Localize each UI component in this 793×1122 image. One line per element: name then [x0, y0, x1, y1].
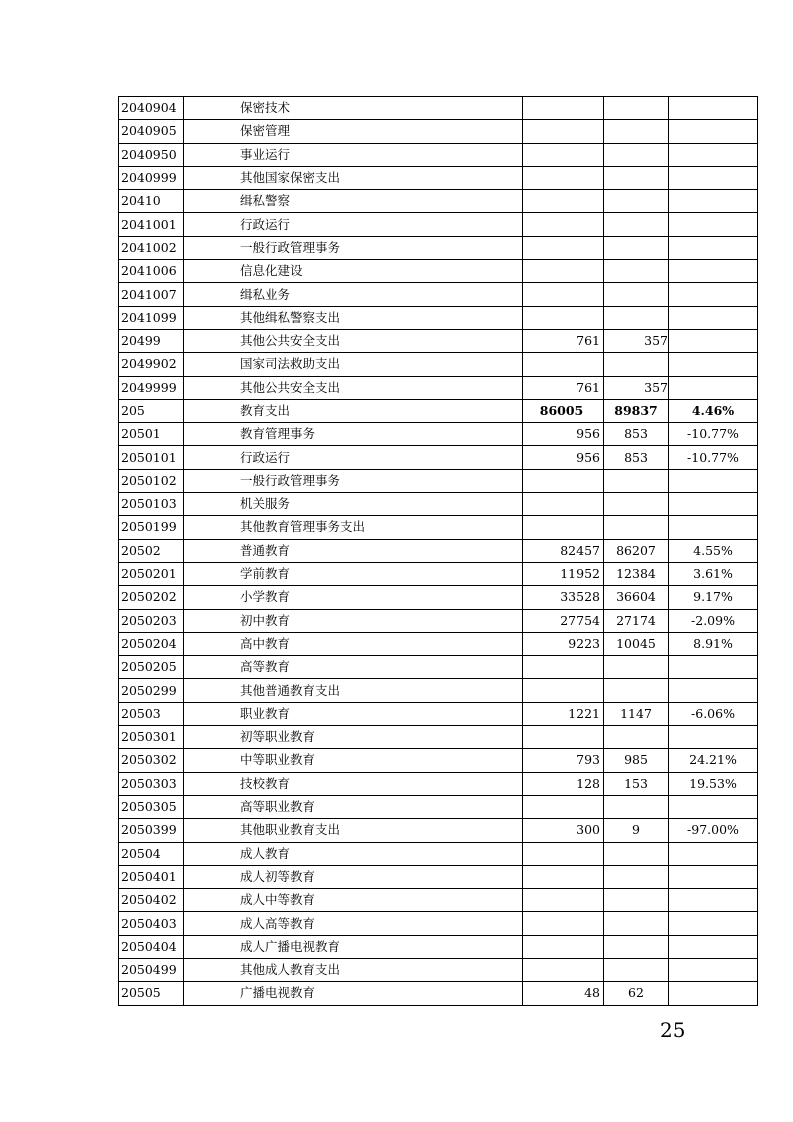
cell-value-1	[523, 679, 604, 702]
cell-change-percent	[669, 143, 758, 166]
cell-change-percent	[669, 889, 758, 912]
cell-value-2	[604, 97, 669, 120]
cell-value-2	[604, 236, 669, 259]
cell-value-1	[523, 143, 604, 166]
cell-name: 学前教育	[184, 562, 523, 585]
cell-code: 2050203	[119, 609, 184, 632]
cell-change-percent	[669, 958, 758, 981]
cell-change-percent: 4.46%	[669, 399, 758, 422]
table-row	[119, 632, 758, 655]
cell-value-2	[604, 469, 669, 492]
cell-value-2	[604, 306, 669, 329]
table-row	[119, 399, 758, 422]
cell-code: 2041002	[119, 236, 184, 259]
cell-value-1	[523, 912, 604, 935]
cell-name: 其他成人教育支出	[184, 958, 523, 981]
cell-value-1	[523, 120, 604, 143]
cell-name: 其他教育管理事务支出	[184, 516, 523, 539]
cell-value-2: 12384	[604, 562, 669, 585]
table-row	[119, 469, 758, 492]
cell-code: 2049999	[119, 376, 184, 399]
cell-value-1	[523, 260, 604, 283]
cell-code: 2050305	[119, 795, 184, 818]
cell-value-2	[604, 795, 669, 818]
cell-value-1: 48	[523, 982, 604, 1005]
cell-value-2: 357	[604, 376, 669, 399]
cell-value-2: 853	[604, 446, 669, 469]
table-row	[119, 656, 758, 679]
cell-code: 2050202	[119, 586, 184, 609]
cell-change-percent	[669, 865, 758, 888]
cell-code: 20505	[119, 982, 184, 1005]
cell-name: 成人教育	[184, 842, 523, 865]
cell-change-percent: 19.53%	[669, 772, 758, 795]
cell-value-1	[523, 283, 604, 306]
cell-code: 2050403	[119, 912, 184, 935]
cell-value-1	[523, 213, 604, 236]
budget-table	[118, 96, 758, 1006]
cell-change-percent: -10.77%	[669, 423, 758, 446]
cell-name: 一般行政管理事务	[184, 469, 523, 492]
cell-value-2	[604, 679, 669, 702]
cell-name: 广播电视教育	[184, 982, 523, 1005]
cell-name: 缉私业务	[184, 283, 523, 306]
cell-value-2: 9	[604, 819, 669, 842]
cell-change-percent: -6.06%	[669, 702, 758, 725]
cell-name: 高等职业教育	[184, 795, 523, 818]
cell-name: 成人初等教育	[184, 865, 523, 888]
budget-table-body	[119, 97, 758, 1006]
cell-code: 2050103	[119, 493, 184, 516]
cell-value-1	[523, 493, 604, 516]
cell-value-1: 33528	[523, 586, 604, 609]
table-row	[119, 97, 758, 120]
cell-value-1	[523, 889, 604, 912]
cell-code: 2040905	[119, 120, 184, 143]
table-row	[119, 446, 758, 469]
cell-value-2	[604, 213, 669, 236]
cell-value-1	[523, 656, 604, 679]
table-row	[119, 562, 758, 585]
cell-change-percent	[669, 120, 758, 143]
cell-name: 其他国家保密支出	[184, 166, 523, 189]
cell-value-1	[523, 236, 604, 259]
cell-name: 成人中等教育	[184, 889, 523, 912]
cell-value-1	[523, 469, 604, 492]
cell-value-2: 36604	[604, 586, 669, 609]
cell-value-1: 27754	[523, 609, 604, 632]
table-row	[119, 865, 758, 888]
cell-value-2: 10045	[604, 632, 669, 655]
cell-value-2: 853	[604, 423, 669, 446]
table-row	[119, 213, 758, 236]
cell-name: 一般行政管理事务	[184, 236, 523, 259]
cell-code: 2050204	[119, 632, 184, 655]
cell-value-1: 300	[523, 819, 604, 842]
cell-name: 缉私警察	[184, 190, 523, 213]
cell-value-2: 27174	[604, 609, 669, 632]
cell-value-1	[523, 726, 604, 749]
table-row	[119, 120, 758, 143]
cell-code: 2041099	[119, 306, 184, 329]
cell-change-percent	[669, 935, 758, 958]
cell-value-2	[604, 865, 669, 888]
cell-value-2	[604, 516, 669, 539]
cell-code: 20499	[119, 329, 184, 352]
cell-change-percent	[669, 842, 758, 865]
cell-value-2: 89837	[604, 399, 669, 422]
cell-change-percent	[669, 469, 758, 492]
cell-change-percent	[669, 656, 758, 679]
cell-value-2: 357	[604, 329, 669, 352]
table-row	[119, 772, 758, 795]
cell-change-percent: -2.09%	[669, 609, 758, 632]
cell-value-2	[604, 143, 669, 166]
cell-value-2: 62	[604, 982, 669, 1005]
cell-change-percent	[669, 97, 758, 120]
table-row	[119, 236, 758, 259]
cell-change-percent	[669, 283, 758, 306]
cell-change-percent	[669, 306, 758, 329]
cell-value-1: 956	[523, 446, 604, 469]
cell-value-2	[604, 283, 669, 306]
cell-name: 机关服务	[184, 493, 523, 516]
cell-code: 2050299	[119, 679, 184, 702]
cell-value-1	[523, 842, 604, 865]
table-row	[119, 819, 758, 842]
cell-code: 2050201	[119, 562, 184, 585]
cell-change-percent: -10.77%	[669, 446, 758, 469]
cell-change-percent	[669, 982, 758, 1005]
cell-change-percent	[669, 353, 758, 376]
cell-value-2	[604, 958, 669, 981]
cell-value-2	[604, 353, 669, 376]
cell-name: 高等教育	[184, 656, 523, 679]
cell-code: 2041001	[119, 213, 184, 236]
table-row	[119, 795, 758, 818]
table-row	[119, 679, 758, 702]
table-row	[119, 190, 758, 213]
cell-code: 2050302	[119, 749, 184, 772]
cell-value-2: 153	[604, 772, 669, 795]
cell-value-2	[604, 260, 669, 283]
cell-change-percent: 9.17%	[669, 586, 758, 609]
cell-value-2	[604, 120, 669, 143]
cell-change-percent	[669, 795, 758, 818]
cell-name: 高中教育	[184, 632, 523, 655]
cell-code: 20504	[119, 842, 184, 865]
cell-change-percent: 3.61%	[669, 562, 758, 585]
cell-value-1: 956	[523, 423, 604, 446]
cell-change-percent: 24.21%	[669, 749, 758, 772]
cell-name: 其他职业教育支出	[184, 819, 523, 842]
cell-value-1: 86005	[523, 399, 604, 422]
cell-value-2	[604, 935, 669, 958]
cell-change-percent	[669, 912, 758, 935]
table-row	[119, 842, 758, 865]
table-row	[119, 353, 758, 376]
table-row	[119, 143, 758, 166]
cell-change-percent	[669, 376, 758, 399]
table-row	[119, 493, 758, 516]
cell-code: 205	[119, 399, 184, 422]
table-row	[119, 982, 758, 1005]
cell-code: 2040999	[119, 166, 184, 189]
cell-value-1: 128	[523, 772, 604, 795]
cell-name: 其他公共安全支出	[184, 376, 523, 399]
cell-code: 2049902	[119, 353, 184, 376]
cell-value-1	[523, 166, 604, 189]
cell-code: 2050199	[119, 516, 184, 539]
table-row	[119, 935, 758, 958]
cell-value-1: 793	[523, 749, 604, 772]
cell-change-percent	[669, 213, 758, 236]
cell-value-2	[604, 912, 669, 935]
cell-change-percent: -97.00%	[669, 819, 758, 842]
cell-name: 职业教育	[184, 702, 523, 725]
cell-name: 行政运行	[184, 446, 523, 469]
table-row	[119, 749, 758, 772]
table-row	[119, 702, 758, 725]
cell-name: 保密管理	[184, 120, 523, 143]
cell-name: 小学教育	[184, 586, 523, 609]
table-row	[119, 912, 758, 935]
cell-name: 行政运行	[184, 213, 523, 236]
cell-name: 事业运行	[184, 143, 523, 166]
cell-name: 教育支出	[184, 399, 523, 422]
table-row	[119, 539, 758, 562]
cell-code: 2050205	[119, 656, 184, 679]
cell-change-percent	[669, 329, 758, 352]
cell-change-percent	[669, 190, 758, 213]
table-row	[119, 166, 758, 189]
cell-code: 2040904	[119, 97, 184, 120]
cell-value-1	[523, 97, 604, 120]
cell-code: 2040950	[119, 143, 184, 166]
cell-code: 20503	[119, 702, 184, 725]
table-row	[119, 329, 758, 352]
cell-value-1	[523, 795, 604, 818]
cell-name: 其他普通教育支出	[184, 679, 523, 702]
cell-value-2	[604, 166, 669, 189]
cell-name: 其他公共安全支出	[184, 329, 523, 352]
cell-value-2: 86207	[604, 539, 669, 562]
cell-name: 信息化建设	[184, 260, 523, 283]
cell-value-2	[604, 842, 669, 865]
cell-value-1	[523, 306, 604, 329]
cell-change-percent	[669, 260, 758, 283]
cell-name: 技校教育	[184, 772, 523, 795]
cell-value-1	[523, 935, 604, 958]
cell-code: 2050102	[119, 469, 184, 492]
table-row	[119, 889, 758, 912]
cell-code: 2050101	[119, 446, 184, 469]
cell-name: 其他缉私警察支出	[184, 306, 523, 329]
cell-value-1	[523, 353, 604, 376]
cell-value-1: 82457	[523, 539, 604, 562]
cell-change-percent: 4.55%	[669, 539, 758, 562]
cell-code: 2050399	[119, 819, 184, 842]
table-row	[119, 423, 758, 446]
cell-value-1: 9223	[523, 632, 604, 655]
table-row	[119, 376, 758, 399]
cell-name: 中等职业教育	[184, 749, 523, 772]
cell-change-percent	[669, 679, 758, 702]
cell-change-percent	[669, 493, 758, 516]
cell-value-2	[604, 190, 669, 213]
cell-change-percent	[669, 166, 758, 189]
cell-value-1	[523, 958, 604, 981]
cell-code: 2041007	[119, 283, 184, 306]
table-row	[119, 283, 758, 306]
cell-code: 2050402	[119, 889, 184, 912]
cell-value-2: 1147	[604, 702, 669, 725]
table-row	[119, 726, 758, 749]
cell-value-1	[523, 516, 604, 539]
table-row	[119, 586, 758, 609]
cell-value-2	[604, 656, 669, 679]
table-row	[119, 609, 758, 632]
cell-value-1: 1221	[523, 702, 604, 725]
cell-name: 初中教育	[184, 609, 523, 632]
cell-name: 初等职业教育	[184, 726, 523, 749]
cell-change-percent	[669, 726, 758, 749]
page-number: 25	[660, 1018, 686, 1042]
cell-value-1	[523, 865, 604, 888]
cell-value-1: 761	[523, 329, 604, 352]
cell-value-2	[604, 493, 669, 516]
table-row	[119, 260, 758, 283]
cell-code: 2050401	[119, 865, 184, 888]
cell-value-2	[604, 726, 669, 749]
cell-change-percent: 8.91%	[669, 632, 758, 655]
cell-change-percent	[669, 516, 758, 539]
table-row	[119, 516, 758, 539]
cell-name: 普通教育	[184, 539, 523, 562]
cell-code: 2050404	[119, 935, 184, 958]
cell-change-percent	[669, 236, 758, 259]
cell-value-1	[523, 190, 604, 213]
cell-code: 2050303	[119, 772, 184, 795]
cell-name: 国家司法救助支出	[184, 353, 523, 376]
cell-value-1: 11952	[523, 562, 604, 585]
cell-code: 2050499	[119, 958, 184, 981]
cell-value-2: 985	[604, 749, 669, 772]
cell-name: 保密技术	[184, 97, 523, 120]
cell-name: 成人高等教育	[184, 912, 523, 935]
cell-code: 20501	[119, 423, 184, 446]
table-row	[119, 306, 758, 329]
cell-name: 教育管理事务	[184, 423, 523, 446]
table-row	[119, 958, 758, 981]
cell-value-2	[604, 889, 669, 912]
cell-code: 20410	[119, 190, 184, 213]
cell-code: 20502	[119, 539, 184, 562]
cell-code: 2041006	[119, 260, 184, 283]
cell-name: 成人广播电视教育	[184, 935, 523, 958]
cell-value-1: 761	[523, 376, 604, 399]
cell-code: 2050301	[119, 726, 184, 749]
